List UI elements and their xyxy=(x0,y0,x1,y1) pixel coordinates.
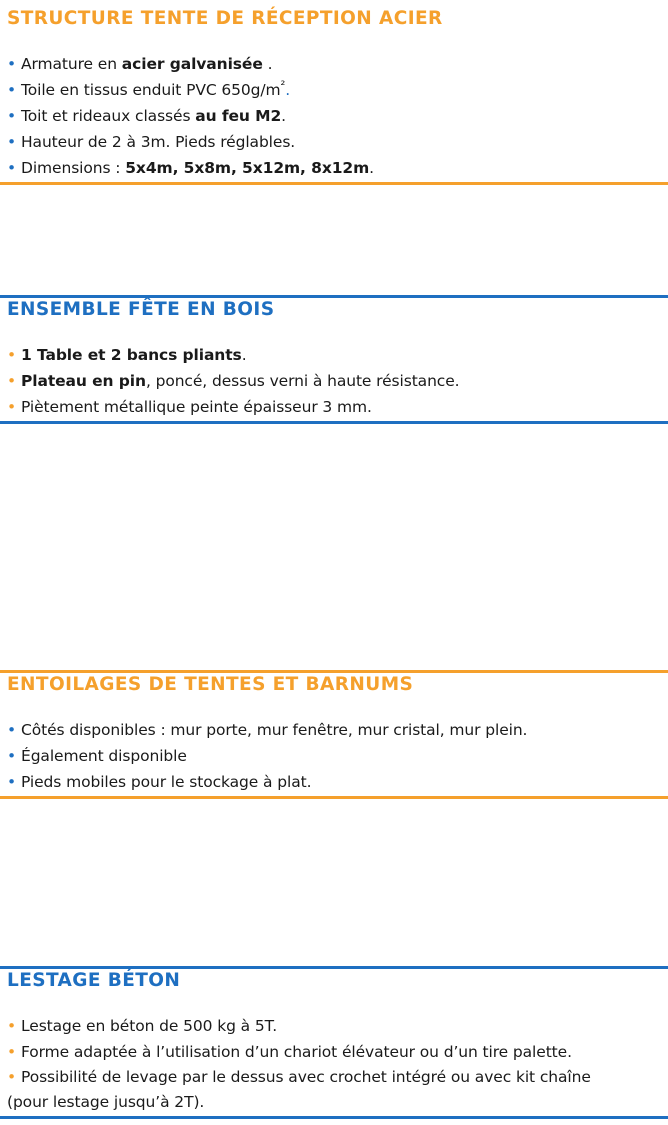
bullet-icon: • xyxy=(7,1068,17,1086)
list-item: • Toile en tissus enduit PVC $650g/m^{^2}$. xyxy=(0,77,668,103)
list-item: • Armature en acier galvanisée . xyxy=(0,51,668,77)
bullet-icon: • xyxy=(7,346,17,364)
bullet-icon: • xyxy=(7,747,17,765)
title-underline xyxy=(0,1116,668,1119)
bullet-icon: • xyxy=(7,398,17,416)
list-item: • Forme adaptée à l’utilisation d’un chariot élévateur ou d’un tire palette. xyxy=(0,1039,668,1065)
list-item-continuation: (pour lestage jusqu’à 2T). xyxy=(7,1093,205,1111)
feature-list xyxy=(0,717,668,795)
list-item: • Lestage en béton de 500 kg à 5T. xyxy=(0,1013,668,1039)
bullet-icon: • xyxy=(7,1043,17,1061)
title-underline xyxy=(0,182,668,185)
feature-list xyxy=(0,51,668,181)
section-title: ENSEMBLE FÊTE EN BOIS xyxy=(7,299,275,320)
bullet-icon: • xyxy=(7,133,17,151)
bullet-icon: • xyxy=(7,721,17,739)
title-underline xyxy=(0,421,668,424)
list-item: • Piètement métallique peinte épaisseur 3 mm. xyxy=(0,394,668,420)
list-item: • Toit et rideaux classés au feu M2. xyxy=(0,103,668,129)
feature-list xyxy=(0,1013,668,1115)
bullet-icon: • xyxy=(7,372,17,390)
bullet-icon: • xyxy=(7,773,17,791)
section-title: STRUCTURE TENTE DE RÉCEPTION ACIER xyxy=(7,8,443,29)
title-underline xyxy=(0,796,668,799)
bullet-icon: • xyxy=(7,1017,17,1035)
list-item: • Possibilité de levage par le dessus avec crochet intégré ou avec kit chaîne xyxy=(0,1065,668,1090)
section-structure-tente xyxy=(0,6,668,181)
list-item: • Dimensions : 5x4m, 5x8m, 5x12m, 8x12m. xyxy=(0,155,668,181)
bullet-icon: • xyxy=(7,55,17,73)
list-item: • Également disponible xyxy=(0,743,668,769)
list-item: • Pieds mobiles pour le stockage à plat. xyxy=(0,769,668,795)
bullet-icon: • xyxy=(7,107,17,125)
section-title: LESTAGE BÉTON xyxy=(7,970,181,991)
section-lestage-beton xyxy=(0,968,668,1115)
list-item: • Hauteur de 2 à 3m. Pieds réglables. xyxy=(0,129,668,155)
feature-list xyxy=(0,342,668,420)
section-ensemble-fete xyxy=(0,297,668,420)
bullet-icon: • xyxy=(7,81,17,99)
list-item: • 1 Table et 2 bancs pliants. xyxy=(0,342,668,368)
bullet-icon: • xyxy=(7,159,17,177)
section-entoilages xyxy=(0,672,668,795)
section-title: ENTOILAGES DE TENTES ET BARNUMS xyxy=(7,674,414,695)
list-item: • Côtés disponibles : mur porte, mur fenêtre, mur cristal, mur plein. xyxy=(0,717,668,743)
list-item: • Plateau en pin, poncé, dessus verni à haute résistance. xyxy=(0,368,668,394)
